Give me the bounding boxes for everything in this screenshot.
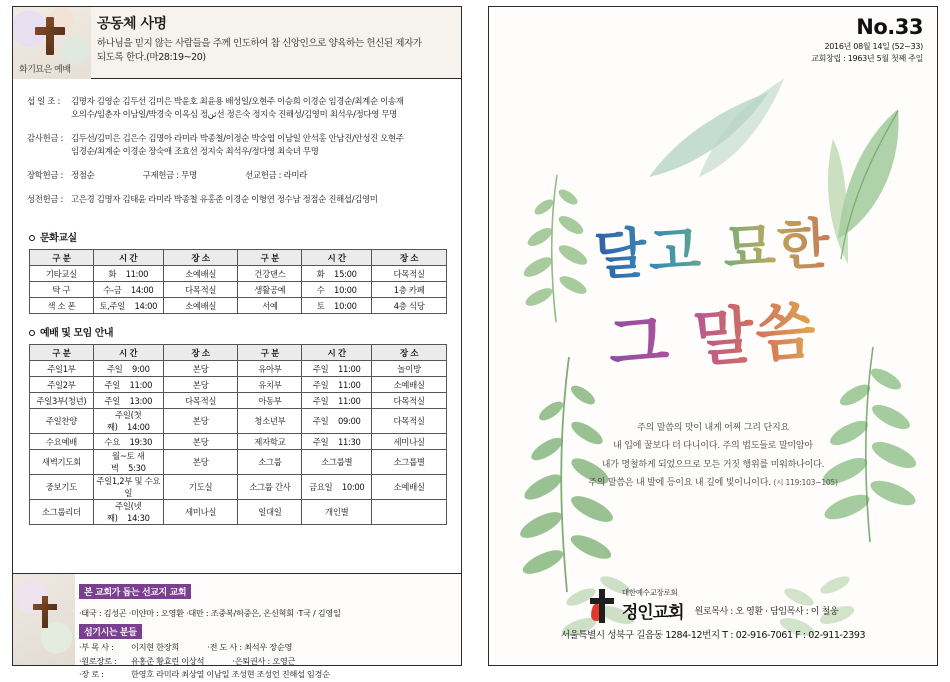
header-text	[97, 13, 455, 66]
col-header: 장 소	[163, 345, 238, 361]
cell: 기타교실	[30, 266, 94, 282]
staff-row	[79, 668, 455, 682]
footer-artwork	[13, 574, 75, 665]
cell-category: 청소년부	[238, 409, 302, 434]
cell-time: 주일(첫째) 14:00	[93, 409, 163, 434]
cell-category: 주일1부	[30, 361, 94, 377]
table-row	[30, 282, 447, 298]
col-header: 구 분	[238, 345, 302, 361]
cell-category: 수요예배	[30, 434, 94, 450]
mission-value: 라미라	[283, 170, 307, 181]
col-header: 시 간	[93, 345, 163, 361]
section-title-worship: 예배 및 모임 안내	[40, 328, 114, 340]
cell-time: 수요 19:30	[93, 434, 163, 450]
cell-time: 주일 11:30	[302, 434, 372, 450]
left-header	[13, 7, 461, 79]
relief-label: 구제헌금 :	[142, 170, 179, 181]
issue-number: No.33	[856, 15, 923, 39]
table-row	[30, 450, 447, 475]
col-header: 구 분	[30, 345, 94, 361]
bulletin-title-line-1: 달고 묘한	[592, 201, 833, 290]
church-name-row	[588, 587, 838, 623]
cell-time: 주일 11:00	[93, 377, 163, 393]
cell-place: 다목적실	[163, 393, 238, 409]
col-header: 장 소	[163, 250, 238, 266]
col-header: 시 간	[302, 250, 372, 266]
table-header-row	[30, 250, 447, 266]
mission-churches-block	[79, 580, 455, 620]
cell-place: 세미나실	[372, 434, 447, 450]
cell-time: 주일(넷째) 14:30	[93, 500, 163, 525]
header-badge: 화기묘은 예배	[19, 65, 71, 75]
roster-names: 오의수/임춘자 이남일/박경숙 이옥심 정ثن선 정은숙 정지숙 진해성/김영미 최석우/정다영 무명	[71, 109, 397, 120]
left-panel	[12, 6, 462, 680]
cell: 서예	[238, 298, 302, 314]
relief-value: 무명	[181, 170, 197, 181]
cell: 건강댄스	[238, 266, 302, 282]
cell-place: 소예배실	[372, 377, 447, 393]
staff-row	[79, 641, 455, 655]
offering-roster	[13, 79, 461, 223]
roster-names: 임경순/최계순 이경순 장숙애 조효선 정지숙 최석우/정다영 최숙녀 무명	[71, 146, 319, 157]
roster-group-building	[27, 193, 447, 206]
cell: 다목적실	[372, 266, 447, 282]
roster-line	[27, 193, 447, 206]
table-row	[30, 434, 447, 450]
cell-category: 주일찬양	[30, 409, 94, 434]
cell-category: 주일2부	[30, 377, 94, 393]
cell-place: 소그룹별	[372, 450, 447, 475]
cell-time: 수 10:00	[302, 282, 372, 298]
verse-reference: (시 119:103~105)	[773, 478, 838, 488]
section-heading-culture	[29, 229, 461, 244]
left-footer	[13, 573, 461, 680]
cell-category: 중보기도	[30, 475, 94, 500]
cell-time: 금요일 10:00	[302, 475, 372, 500]
issue-date	[811, 41, 923, 66]
cell-category: 제자학교	[238, 434, 302, 450]
table-row	[30, 361, 447, 377]
scripture-verse	[489, 419, 937, 493]
footer-body	[79, 580, 455, 682]
roster-label: 감사헌금 :	[27, 133, 64, 144]
cell-time: 주일 9:00	[93, 361, 163, 377]
leaf-illustration	[511, 157, 601, 327]
cell-time: 수-금 14:00	[93, 282, 163, 298]
cell-category: 아동부	[238, 393, 302, 409]
cell-place	[372, 500, 447, 525]
cell-place: 본당	[163, 434, 238, 450]
cell-time: 토 10:00	[302, 298, 372, 314]
mission-line-2: 되도록 한다.(마28:19~20)	[97, 52, 206, 64]
table-row	[30, 393, 447, 409]
issue-date-line-1: 2016년 08월 14일 (52~33)	[824, 42, 923, 51]
denomination-label: 대한예수교장로회	[621, 588, 678, 597]
mission-line-1: 하나님을 믿지 않는 사람들을 주께 인도하여 참 신앙인으로 양육하는 헌신된 제자가	[97, 38, 422, 49]
cell: 1층 카페	[372, 282, 447, 298]
church-identity	[489, 587, 937, 641]
table-row	[30, 298, 447, 314]
page-title: 공동체 사명	[97, 16, 167, 32]
roster-label: 섭 일 조 :	[27, 96, 60, 106]
cell-category: 소그룹	[238, 450, 302, 475]
section-heading-worship	[29, 324, 461, 339]
pastors-line: 원로목사 : 오 영환 · 담임목사 : 이 철웅	[694, 607, 839, 617]
mission-churches-title: 본 교회가 돕는 선교지 교회	[79, 584, 191, 599]
verse-line: 주의 말씀은 내 발에 등이요 내 길에 빛이니이다. (시 119:103~105)	[588, 478, 838, 489]
cell-time: 월~토 새벽 5:30	[93, 450, 163, 475]
section-title-culture: 문화교실	[40, 233, 77, 245]
col-header: 시 간	[93, 250, 163, 266]
cell-place: 본당	[163, 450, 238, 475]
cell-time: 주일 09:00	[302, 409, 372, 434]
cell-time: 화 15:00	[302, 266, 372, 282]
verse-line: 내 입에 꿀보다 더 다니이다. 주의 법도들로 말미암아	[613, 441, 813, 452]
worship-schedule-table	[29, 344, 447, 525]
cell-time: 소그룹별	[302, 450, 372, 475]
bulletin-title-line-2: 그 말씀	[606, 281, 821, 384]
col-header: 시 간	[302, 345, 372, 361]
relief-offering	[143, 170, 199, 180]
col-header: 장 소	[372, 250, 447, 266]
mission-label: 선교헌금 :	[245, 170, 282, 181]
cell: 4층 식당	[372, 298, 447, 314]
roster-label: 성전헌금 :	[27, 194, 64, 205]
church-address: 서울특별시 성북구 길음동 1284-12번지 T : 02-916-7061 F : 02-911-2393	[560, 630, 866, 641]
cell-time: 주일 11:00	[302, 377, 372, 393]
col-header: 장 소	[372, 345, 447, 361]
retired-kwonsa: ·은퇴권사 : 오영근	[232, 655, 296, 666]
evangelist: ·전 도 사 : 최석우 장순영	[207, 642, 293, 653]
cell-place: 소예배실	[372, 475, 447, 500]
cell-place: 다목적실	[372, 409, 447, 434]
cell: 탁 구	[30, 282, 94, 298]
table-row	[30, 266, 447, 282]
cell-time: 토,주일 14:00	[93, 298, 163, 314]
roster-names: 고은경 김명자 김태윤 라미라 박종철 유홍준 이경순 이형연 정수남 정점순 진해섭/김영미	[71, 194, 378, 205]
emeritus-elder: ·원로장로 : 유홍준 황효린 이상석	[79, 655, 205, 666]
cell-place: 기도실	[163, 475, 238, 500]
cell: 소예배실	[163, 266, 238, 282]
cell-category: 일대일	[238, 500, 302, 525]
staff-title: 섬기시는 분들	[79, 624, 142, 639]
roster-group-service	[27, 95, 447, 121]
elders: ·장 로 : 한영호 라미라 최상열 이남일 조성현 조성언 진해섭 임경순	[79, 669, 330, 680]
cell-time: 주일 11:00	[302, 361, 372, 377]
roster-names: 김두선/김미은 김은수 김명아 라미라 박종철/이정순 박숭엽 이남일 안석홍 안남진/안성진 오현주	[71, 133, 404, 144]
roster-line	[27, 169, 447, 182]
cell-place: 본당	[163, 409, 238, 434]
cell-place: 놀이방	[372, 361, 447, 377]
table-row	[30, 377, 447, 393]
verse-line: 내가 명철하게 되었으므로 모든 거짓 행위를 미워하나이다.	[601, 459, 825, 470]
scholarship-value: 정점순	[71, 170, 95, 181]
cell-category: 소그룹 간사	[238, 475, 302, 500]
assoc-pastor: ·부 목 사 : 이지현 한장희	[79, 642, 179, 653]
mission-churches-list: ·태국 : 김성곤 ·미얀마 : 오영환 ·대만 : 조중복/허중은, 온신혁회 ·T국 / 김영일	[79, 608, 341, 618]
cell-time: 주일1,2부 및 수요일	[93, 475, 163, 500]
leaf-illustration	[639, 67, 789, 187]
cell-category: 주일3부(청년)	[30, 393, 94, 409]
cell: 색 소 폰	[30, 298, 94, 314]
col-header: 구 분	[30, 250, 94, 266]
cell-place: 다목적실	[372, 393, 447, 409]
cell-place: 세미나실	[163, 500, 238, 525]
cell-place: 본당	[163, 377, 238, 393]
roster-names: 김명자 김영순 김두선 김미은 박윤호 최윤용 배성일/오현주 이승희 이경순 임경순/최계순 이송재	[71, 96, 404, 106]
issue-date-line-2: 교회창립 : 1963년 5월 첫째 주일	[811, 54, 923, 64]
roster-line	[27, 132, 447, 145]
table-header-row	[30, 345, 447, 361]
cell-category: 유아부	[238, 361, 302, 377]
table-row	[30, 409, 447, 434]
right-panel	[488, 6, 938, 666]
roster-line	[27, 95, 447, 108]
scholarship-offering	[27, 170, 97, 180]
cell-category: 유치부	[238, 377, 302, 393]
cell-time: 주일 13:00	[93, 393, 163, 409]
roster-line	[27, 108, 447, 121]
header-artwork	[13, 7, 91, 79]
roster-group-thanks	[27, 132, 447, 158]
col-header: 구 분	[238, 250, 302, 266]
roster-group-special	[27, 169, 447, 182]
leaf-illustration	[803, 99, 923, 289]
church-logo-icon	[588, 589, 616, 623]
staff-row	[79, 655, 455, 669]
cell-category: 새벽기도회	[30, 450, 94, 475]
bullet-icon	[29, 330, 35, 336]
cell-place: 본당	[163, 361, 238, 377]
cross-icon	[33, 596, 57, 628]
cell: 소예배실	[163, 298, 238, 314]
cross-icon	[35, 17, 65, 55]
table-row	[30, 500, 447, 525]
cell-time: 개인별	[302, 500, 372, 525]
church-name: 정인교회	[621, 603, 684, 623]
cell-time: 주일 11:00	[302, 393, 372, 409]
mission-offering	[245, 170, 307, 180]
table-row	[30, 475, 447, 500]
cell: 다목적실	[163, 282, 238, 298]
cell: 생활공예	[238, 282, 302, 298]
roster-line	[27, 145, 447, 158]
scholarship-label: 장학헌금 :	[27, 170, 64, 181]
bullet-icon	[29, 235, 35, 241]
cell-time: 화 11:00	[93, 266, 163, 282]
culture-class-table	[29, 249, 447, 314]
cell-category: 소그룹리더	[30, 500, 94, 525]
verse-line: 주의 말씀의 맛이 내게 어찌 그리 단지요	[637, 423, 789, 433]
